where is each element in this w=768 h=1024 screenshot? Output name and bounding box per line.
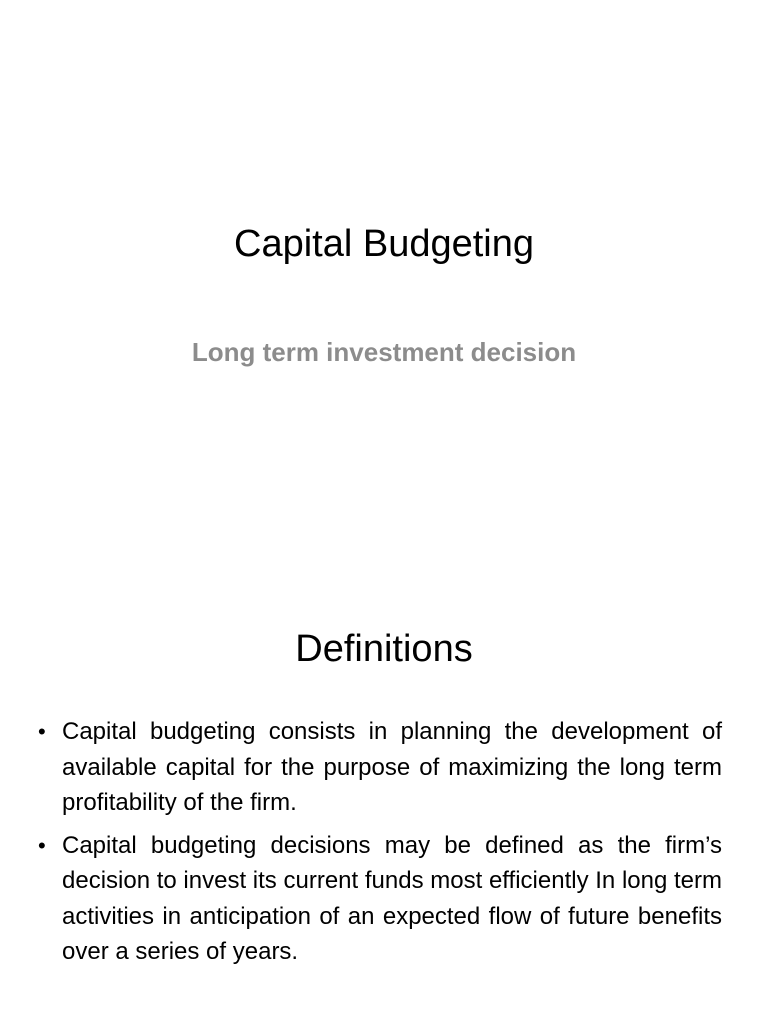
slide-subtitle: Long term investment decision [191,337,577,367]
definitions-title: Definitions [295,628,473,670]
list-item [36,714,722,821]
slide-title: Capital Budgeting [234,223,534,265]
bullet-icon: • [38,832,46,858]
bullet-icon: • [38,719,46,744]
list-item [36,828,722,970]
definitions-list [36,714,722,977]
bullet-text: Capital budgeting consists in planning the development of available capital for the purpose of maximizing the long term profitability of the firm. [62,718,722,816]
bullet-text: Capital budgeting decisions may be defined as the firm’s decision to invest its current funds most efficiently In long term activities in anticipation of an expected flow of future benefits over a series of years. [62,831,722,965]
definitions-slide [0,576,768,1024]
